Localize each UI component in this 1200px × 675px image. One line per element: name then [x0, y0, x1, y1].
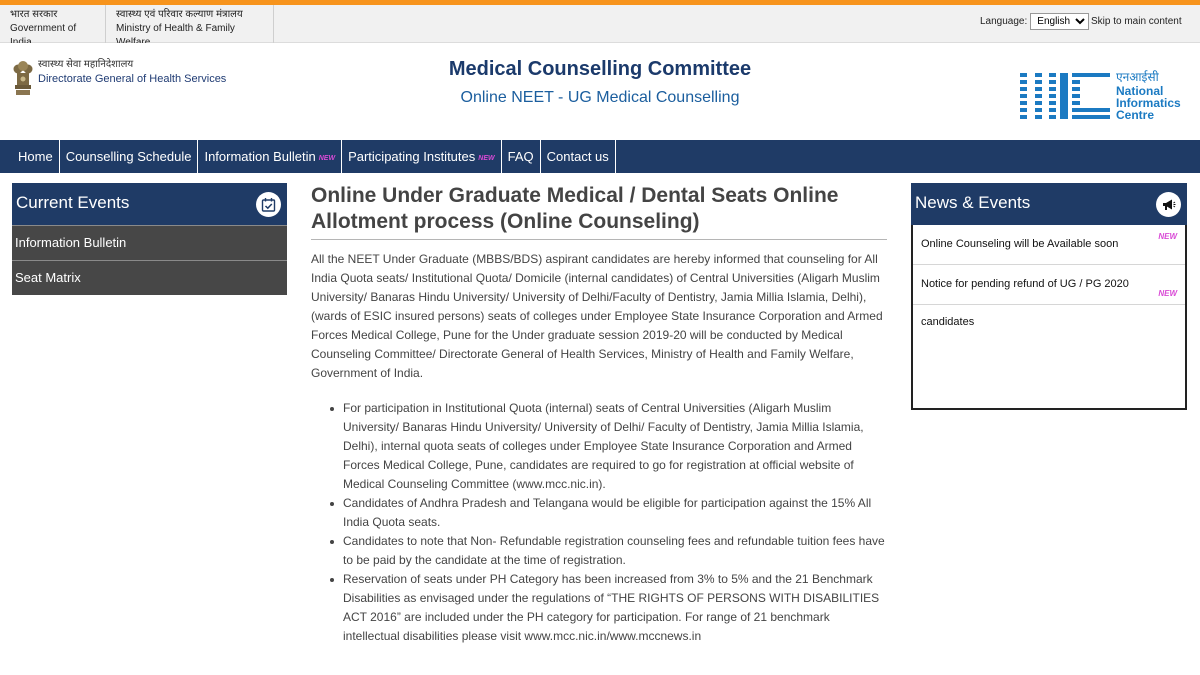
- current-events-item-information-bulletin[interactable]: Information Bulletin: [12, 225, 287, 260]
- nic-line2-text: Informatics: [1116, 96, 1181, 110]
- ministry-link[interactable]: [106, 5, 274, 43]
- megaphone-icon: [1156, 192, 1181, 217]
- nav-label-participating-institutes: Participating Institutes: [348, 149, 476, 164]
- ministry-hindi-label: स्वास्थ्य एवं परिवार कल्याण मंत्रालय: [116, 9, 243, 20]
- main-navigation: [0, 140, 1200, 173]
- nav-label-home: Home: [18, 149, 53, 164]
- nav-item-information-bulletin[interactable]: [198, 140, 342, 173]
- nic-hindi-text: एनआईसी: [1116, 70, 1159, 84]
- news-events-title: News & Events: [915, 193, 1031, 212]
- notice-list: [311, 399, 887, 646]
- gov-english-label: Government of: [10, 23, 77, 34]
- list-item: Reservation of seats under PH Category has been increased from 3% to 5% and the 21 Benchmark Disabilities as envisaged under the regulations of “THE RIGHTS OF PERSONS WITH DISABILITIES ACT 2016” are included under the PH category for participation. For range of 21 benchmark intellectual disabilities please visit www.mcc.nic.in/www.mccnews.in: [343, 570, 887, 646]
- intro-paragraph: All the NEET Under Graduate (MBBS/BDS) aspirant candidates are hereby informed that counseling for All India Quota seats/ Institutional Quota/ Domicile (internal candidates) of Central Universities (Aligarh Muslim University/ Banaras Hindu University/ University of Delhi/Faculty of Dentistry, Jamia Millia Islamia, Delhi), (wards of ESIC insured persons) seats of colleges under Employee State Insurance Corporation and Armed Forces Medical College, Pune for the Under graduate session 2019-20 will be conducted by Medical Counseling Committee/ Directorate General of Health Services, Ministry of Health and Family Welfare, Government of India.: [311, 252, 883, 380]
- news-item-text: Notice for pending refund of UG / PG 2020 candidates: [921, 278, 1129, 328]
- current-events-header: [12, 183, 287, 225]
- dghs-hindi-label: स्वास्थ्य सेवा महानिदेशालय: [38, 59, 134, 70]
- list-item: For participation in Institutional Quota (internal) seats of Central Universities (Aligarh Muslim University/ Banaras Hindu University/ University of Delhi/ Faculty of Dentistry, Jamia Millia Islamia, Delhi), internal quota seats of colleges under Employee State Insurance Corporation and Armed Forces Medical College, Pune, candidates are required to go for registration at official website of Medical Counseling Committee (www.mcc.nic.in).: [343, 399, 887, 494]
- current-events-title: Current Events: [16, 193, 130, 212]
- current-events-panel: [12, 183, 287, 295]
- government-bar: [0, 5, 1200, 43]
- news-item-text: Online Counseling will be Available soon: [921, 238, 1119, 250]
- nav-item-contact-us[interactable]: [541, 140, 616, 173]
- nic-line1-text: National: [1116, 84, 1164, 98]
- list-item: Candidates to note that Non- Refundable registration counseling fees and refundable tuition fees have to be paid by the candidate at the time of registration.: [343, 532, 887, 570]
- nav-label-counselling-schedule: Counselling Schedule: [65, 149, 192, 164]
- language-label: Language:: [980, 16, 1028, 27]
- nic-logo-icon[interactable]: [1020, 70, 1185, 122]
- dghs-english-label: Directorate General of Health Services: [38, 73, 227, 85]
- government-of-india-link[interactable]: [0, 5, 106, 43]
- news-events-header: [911, 183, 1187, 225]
- current-events-item-seat-matrix[interactable]: Seat Matrix: [12, 260, 287, 295]
- calendar-check-icon: [256, 192, 281, 217]
- site-subtitle: Online NEET - UG Medical Counselling: [460, 89, 740, 106]
- site-title: Medical Counselling Committee: [448, 58, 752, 80]
- page-title: Online Under Graduate Medical / Dental Seats Online Allotment process (Online Counseling): [311, 183, 887, 240]
- new-badge: NEW: [478, 155, 495, 162]
- ministry-english-label: Ministry of Health & Family: [116, 23, 235, 34]
- new-badge: NEW: [1158, 289, 1177, 298]
- new-badge: NEW: [318, 155, 336, 162]
- nav-item-participating-institutes[interactable]: [342, 140, 502, 173]
- news-item-online-counseling[interactable]: [913, 225, 1185, 265]
- new-badge: NEW: [1158, 232, 1177, 241]
- news-events-panel: [911, 183, 1187, 410]
- news-item-refund-notice[interactable]: [913, 265, 1185, 328]
- nav-label-information-bulletin: Information Bulletin: [204, 149, 316, 164]
- main-content: [311, 183, 887, 646]
- language-select[interactable]: [1030, 13, 1089, 30]
- site-header: [0, 43, 1200, 140]
- nav-item-counselling-schedule[interactable]: [60, 140, 199, 173]
- list-item: Candidates of Andhra Pradesh and Telangana would be eligible for participation against the 15% All India Quota seats.: [343, 494, 887, 532]
- nav-label-contact-us: Contact us: [546, 149, 609, 164]
- nav-item-home[interactable]: [0, 140, 60, 173]
- language-selector: [980, 13, 1089, 30]
- nav-item-faq[interactable]: [502, 140, 541, 173]
- gov-hindi-label: भारत सरकार: [10, 9, 58, 20]
- nav-label-faq: FAQ: [507, 149, 534, 164]
- nic-line3-text: Centre: [1116, 108, 1155, 122]
- skip-to-main-link[interactable]: Skip to main content: [1091, 16, 1182, 27]
